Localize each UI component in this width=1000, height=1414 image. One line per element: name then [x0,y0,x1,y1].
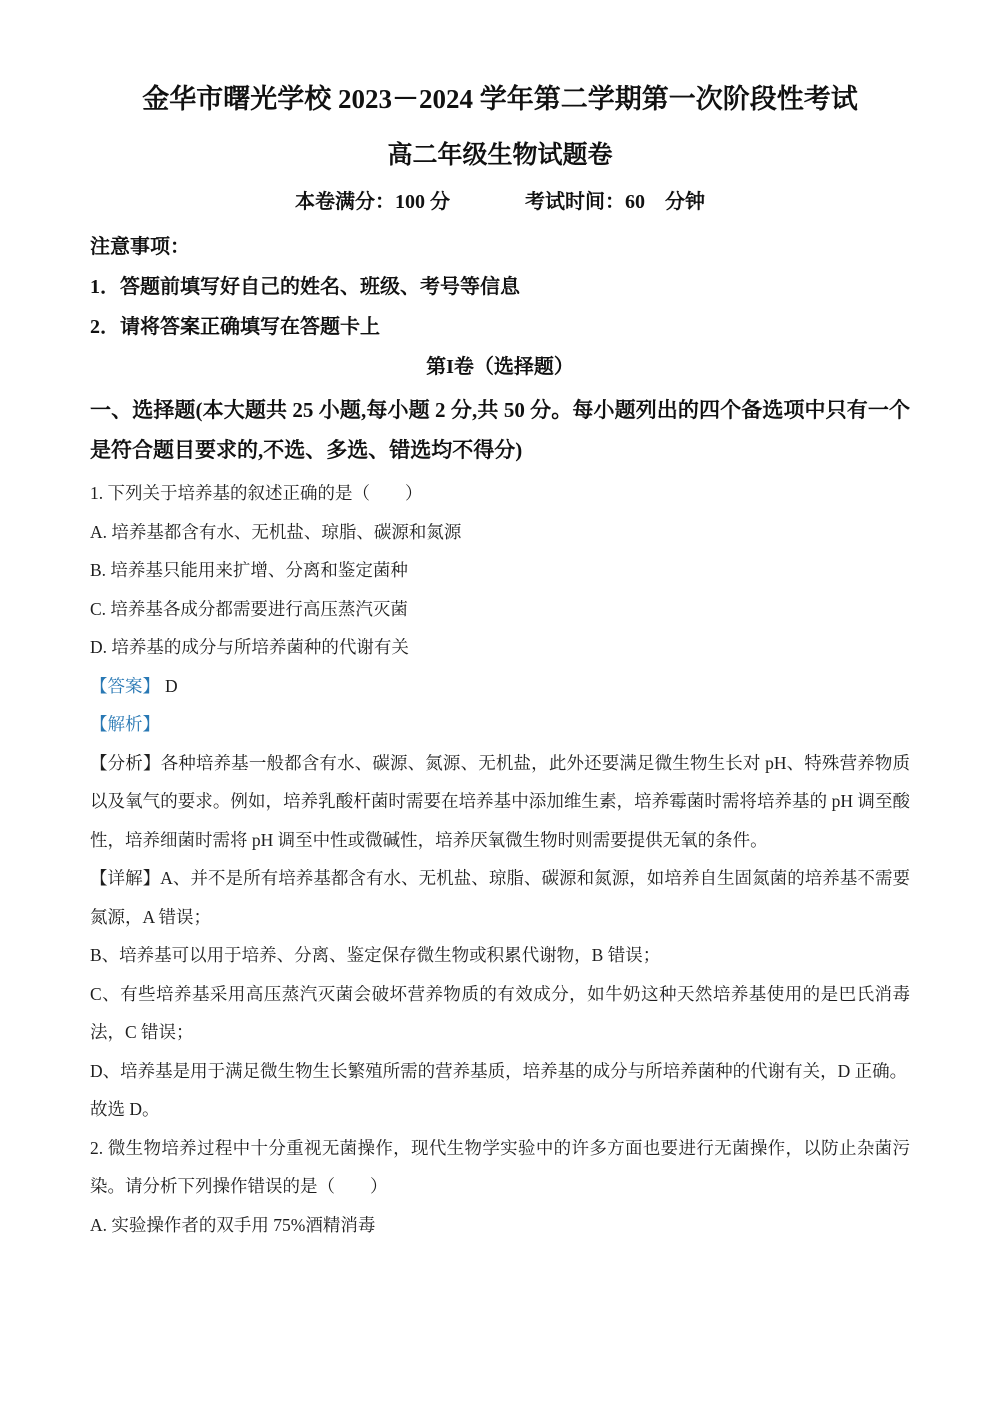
q1-analysis-heading: 【解析】 [90,714,160,734]
answer-value: D [165,675,178,696]
question-2 [90,1129,910,1245]
notice-heading: 注意事项： [90,236,190,258]
notice-item-1: 1．答题前填写好自己的姓名、班级、考号等信息 [90,276,520,298]
q1-stem: 1. 下列关于培养基的叙述正确的是（ ） [90,483,423,503]
section-instructions: 一、选择题(本大题共 25 小题,每小题 2 分,共 50 分。每小题列出的四个备选项中只有一个是符合题目要求的,不选、多选、错选均不得分) [90,398,910,462]
exam-subtitle: 高二年级生物试题卷 [387,142,613,169]
q2-stem: 2. 微生物培养过程中十分重视无菌操作，现代生物学实验中的许多方面也要进行无菌操作，以防止杂菌污染。请分析下列操作错误的是（ ） [90,1137,910,1196]
q2-option-a: A. 实验操作者的双手用 75%酒精消毒 [90,1214,376,1235]
question-1 [90,474,910,1129]
notice-item-2: 2．请将答案正确填写在答题卡上 [90,316,380,338]
part1-title: 第I卷（选择题） [426,356,574,378]
detail-label: 【详解】 [90,868,161,888]
exam-info-line [90,188,910,216]
q1-analysis-paragraph [90,744,910,860]
full-score-label: 本卷满分：100 分 [295,191,450,213]
q1-detail-d: D、培养基是用于满足微生物生长繁殖所需的营养基质，培养基的成分与所培养菌种的代谢有关，D 正确。 [90,1060,908,1081]
exam-time-label: 考试时间：60 分钟 [525,191,705,213]
analysis-text: 各种培养基一般都含有水、碳源、氮源、无机盐，此外还要满足微生物生长对 pH、特殊营养物质以及氧气的要求。例如，培养乳酸杆菌时需要在培养基中添加维生素，培养霉菌时需将培养基的 pH 调至酸性，培养细菌时需将 pH 调至中性或微碱性，培养厌氧微生物时则需要提供无氧的条件。 [90,752,911,850]
q1-option-a: A. 培养基都含有水、无机盐、琼脂、碳源和氮源 [90,521,462,542]
q1-option-b: B. 培养基只能用来扩增、分离和鉴定菌种 [90,560,408,580]
exam-title: 金华市曙光学校 2023－2024 学年第二学期第一次阶段性考试 [142,84,858,114]
q1-detail-b: B、培养基可以用于培养、分离、鉴定保存微生物或积累代谢物，B 错误； [90,945,661,965]
q1-option-c: C. 培养基各成分都需要进行高压蒸汽灭菌 [90,598,408,619]
detail-a-text: A、并不是所有培养基都含有水、无机盐、琼脂、碳源和氮源，如培养自生固氮菌的培养基不需要氮源，A 错误； [90,868,911,927]
q1-detail-c: C、有些培养基采用高压蒸汽灭菌会破坏营养物质的有效成分，如牛奶这种天然培养基使用的是巴氏消毒法，C 错误； [90,983,910,1042]
q1-option-d: D. 培养基的成分与所培养菌种的代谢有关 [90,637,409,657]
q1-answer-line [90,667,910,706]
q1-conclusion: 故选 D。 [90,1099,160,1119]
q1-detail-a [90,859,910,936]
analysis-label: 【分析】 [90,752,161,773]
answer-label: 【答案】 [90,675,160,696]
